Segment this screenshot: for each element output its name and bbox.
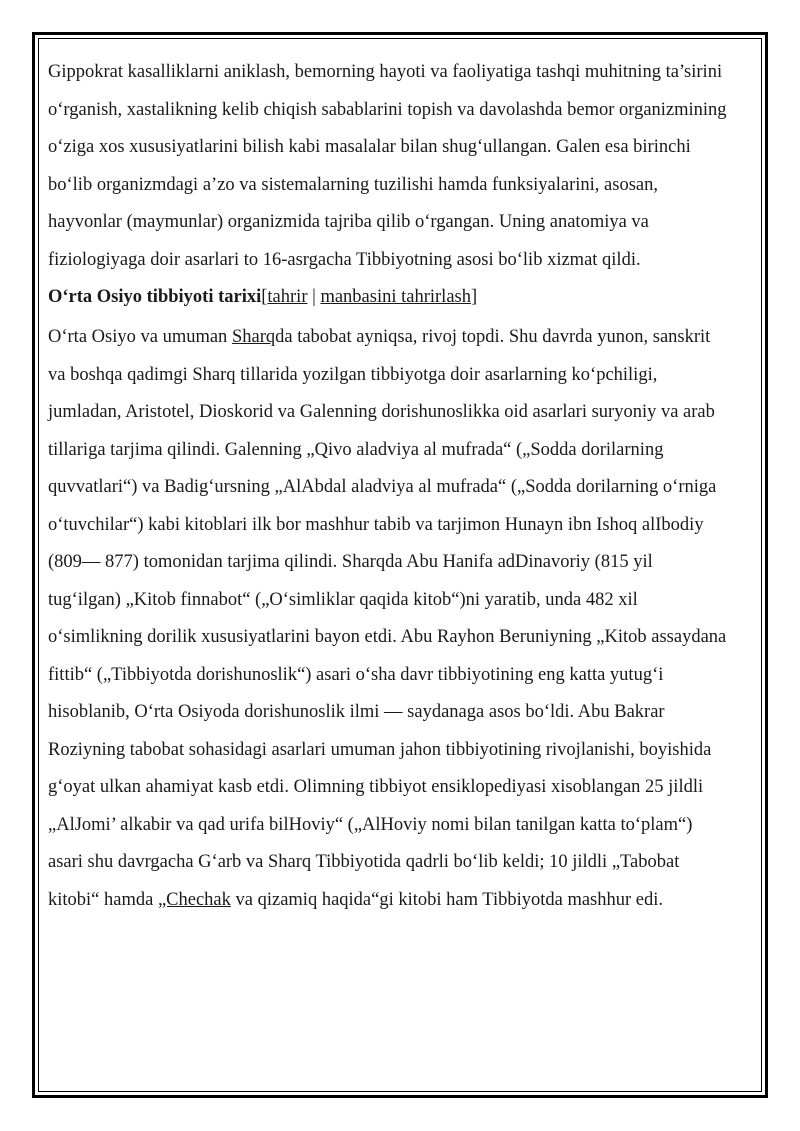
- section-heading: [48, 279, 728, 315]
- edit-source-link[interactable]: manbasini tahrirlash: [320, 287, 471, 307]
- sharq-link[interactable]: Sharq: [231, 327, 276, 347]
- intro-paragraph: Gippokrat kasalliklarni aniklash, bemorning hayoti va faoliyatiga tashqi muhitning ta’sirini o‘rganish, xastalikning kelib chiqish sabablarini topish va davolashda bemor organizmining o‘ziga xos xususiyatlarini bilish kabi masalalar bilan shug‘ullangan. Galen esa birinchi bo‘lib organizmdagi a’zo va sistemalarning tuzilishi hamda funksiyalarini, asosan, hayvonlar (maymunlar) organizmida tajriba qilib o‘rgangan. Uning anatomiya va fiziologiyaga doir asarlari to 16-asrgacha Tibbiyotning asosi bo‘lib xizmat qildi.: [48, 62, 727, 270]
- document-body: [48, 54, 728, 919]
- history-paragraph: O‘rta Osiyo va umuman Sharqda tabobat ayniqsa, rivoj topdi. Shu davrda yunon, sanskrit va boshqa qadimgi Sharq tillarida yozilgan tibbiyotga doir asarlarning ko‘pchiligi, jumladan, Aristotel, Dioskorid va Galenning dorishunoslikka oid asarlari suryoniy va arab tillariga tarjima qilindi. Galenning „Qivo aladviya al mufrada“ („Sodda dorilarning quvvatlari“) va Badig‘ursning „AlAbdal aladviya al mufrada“ („Sodda dorilarning o‘rniga o‘tuvchilar“) kabi kitoblari ilk bor mashhur tabib va tarjimon Hunayn ibn Ishoq alIbodiy (809— 877) tomonidan tarjima qilindi. Sharqda Abu Hanifa adDinavoriy (815 yil tug‘ilgan) „Kitob finnabot“ („O‘simliklar qaqida kitob“)ni yaratib, unda 482 xil o‘simlikning dorilik xususiyatlarini bayon etdi. Abu Rayhon Beruniyning „Kitob assaydana fittib“ („Tibbiyotda dorishunoslik“) asari o‘sha davr tibbiyotining eng katta yutug‘i hisoblanib, O‘rta Osiyoda dorishunoslik ilmi — saydanaga asos bo‘ldi. Abu Bakrar Roziyning tabobat sohasidagi asarlari umuman jahon tibbiyotining rivojlanishi, boyishida g‘oyat ulkan ahamiyat kasb etdi. Olimning tibbiyot ensiklopediyasi xisoblangan 25 jildli „AlJomi’ alkabir va qad urifa bilHoviy“ („AlHoviy nomi bilan tanilgan katta to‘plam“) asari shu davrgacha G‘arb va Sharq Tibbiyotida qadrli bo‘lib keldi; 10 jildli „Tabobat kitobi“ hamda „Chechak va qizamiq haqida“gi kitobi ham Tibbiyotda mashhur edi.: [48, 327, 727, 910]
- section-title: O‘rta Osiyo tibbiyoti tarixi: [48, 287, 262, 307]
- chechak-link[interactable]: „Chechak: [157, 889, 231, 910]
- edit-links: [tahrir | manbasini tahrirlash]: [261, 287, 478, 307]
- edit-link[interactable]: tahrir: [267, 287, 308, 307]
